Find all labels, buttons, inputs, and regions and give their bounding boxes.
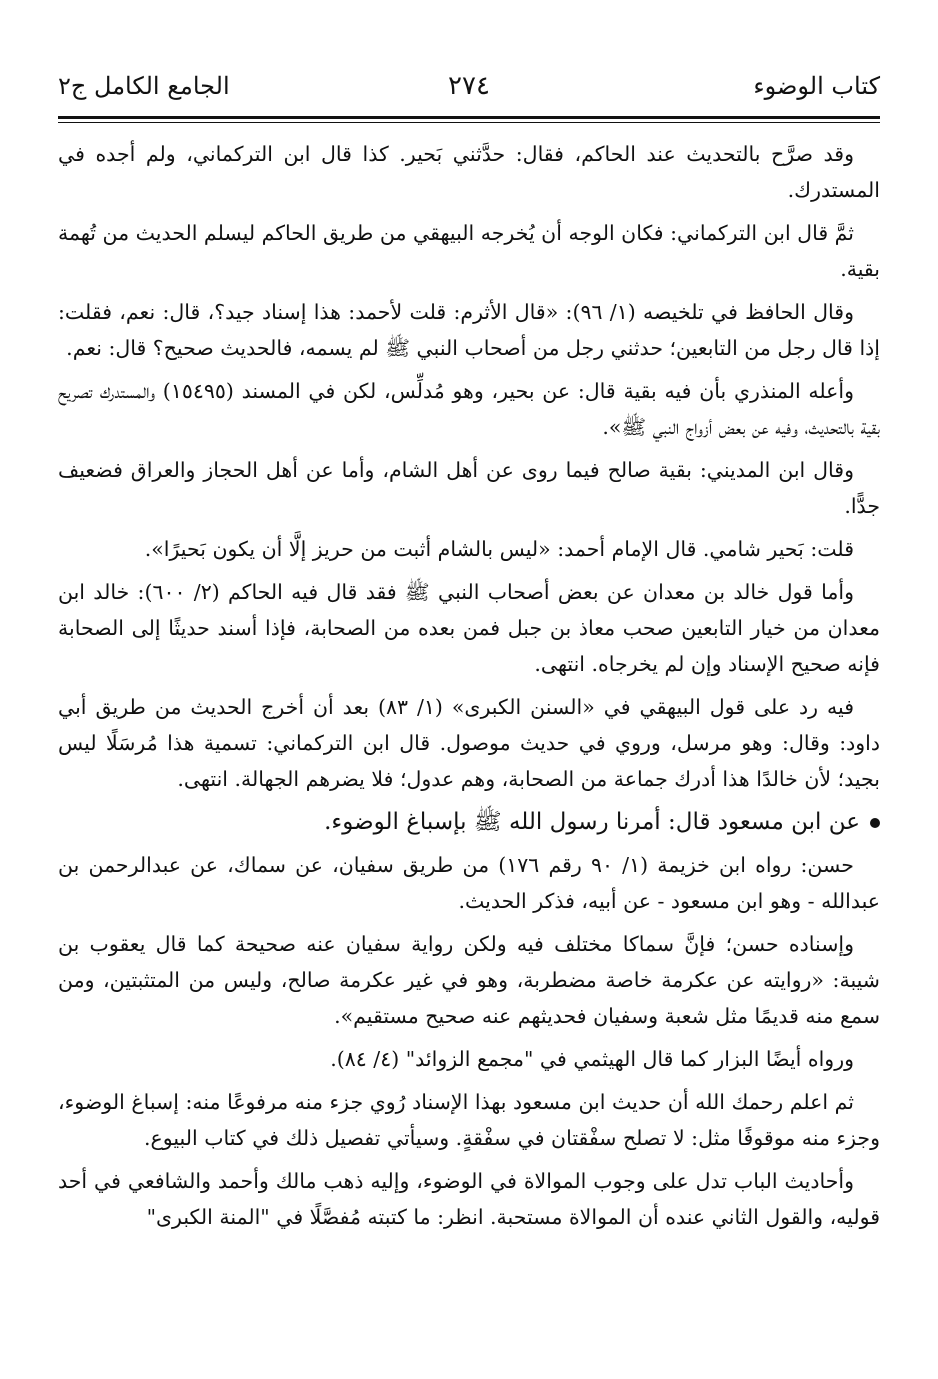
paragraph: ورواه أيضًا البزار كما قال الهيثمي في "مجمع الزوائد" (٤/ ٨٤). [330,1047,854,1071]
hadith-text: عن ابن مسعود قال: أمرنا رسول الله ﷺ بإسباغ الوضوء. [324,809,860,835]
paragraph: فيه رد على قول البيهقي في «السنن الكبرى» (١/ ٨٣) بعد أن أخرج الحديث من طريق أبي داود: وقال: وهو مرسل، وروي في حديث موصول. قال ابن التركماني: تسمية هذا مُرسَلًا ليس بجيد؛ لأن خالدًا هذا أدرك جماعة من الصحابة، وهم عدول؛ فلا يضرهم الجهالة. انتهى. [58,695,880,791]
page-number: ٢٧٤ [448,71,490,101]
paragraph: وأعله المنذري بأن فيه بقية قال: عن بحير، وهو مُدلِّس، لكن في المسند (١٥٤٩٥) والمستدرك تصريح بقية بالتحديث، وفيه عن بعض أزواج النبي ﷺ». [58,379,880,439]
hadith-bullet [58,804,880,840]
page-body [58,136,880,1242]
running-header [58,66,880,106]
header-rule-thick [58,116,880,119]
paragraph: وقال الحافظ في تلخيصه (١/ ٩٦): «قال الأثرم: قلت لأحمد: هذا إسناد جيد؟، قال: نعم، فقلت: إذا قال رجل من التابعين؛ حدثني رجل من أصحاب النبي ﷺ لم يسمه، فالحديث صحيح؟ قال: نعم. [58,300,880,360]
paragraph: وقال ابن المديني: بقية صالح فيما روى عن أهل الشام، وأما عن أهل الحجاز والعراق فضعيف جدًّا. [58,458,880,518]
paragraph: وإسناده حسن؛ فإنَّ سماكا مختلف فيه ولكن رواية سفيان عنه صحيحة كما قال يعقوب بن شيبة: «روايته عن عكرمة خاصة مضطربة، وهو في غير عكرمة صالح، وليس من المتثبتين، ومن سمع منه قديمًا مثل شعبة وسفيان فحديثهم عنه صحيح مستقيم». [58,932,880,1028]
chapter-title: كتاب الوضوء [753,72,880,100]
paragraph: ثم اعلم رحمك الله أن حديث ابن مسعود بهذا الإسناد رُوي جزء منه مرفوعًا منه: إسباغ الوضوء، وجزء منه موقوفًا مثل: لا تصلح سفْقتان في سفْقةٍ. وسيأتي تفصيل ذلك في كتاب البيوع. [58,1090,880,1150]
paragraph: وأحاديث الباب تدل على وجوب الموالاة في الوضوء، وإليه ذهب مالك وأحمد والشافعي في أحد قوليه، والقول الثاني عنده أن الموالاة مستحبة. انظر: ما كتبته مُفصَّلًا في "المنة الكبرى" [58,1169,880,1229]
book-title: الجامع الكامل ج٢ [58,72,230,100]
paragraph: قلت: بَحير شامي. قال الإمام أحمد: «ليس بالشام أثبت من حريز إلَّا أن يكون بَحيرًا». [144,537,854,561]
paragraph: وقد صرَّح بالتحديث عند الحاكم، فقال: حدَّثني بَحير. كذا قال ابن التركماني، ولم أجده في المستدرك. [58,142,880,202]
paragraph: ثمَّ قال ابن التركماني: فكان الوجه أن يُخرجه البيهقي من طريق الحاكم ليسلم الحديث من تُهمة بقية. [58,221,880,281]
paragraph: وأما قول خالد بن معدان عن بعض أصحاب النبي ﷺ فقد قال فيه الحاكم (٢/ ٦٠٠): خالد ابن معدان من خيار التابعين صحب معاذ بن جبل فمن بعده من الصحابة، فإذا أسند حديثًا إلى الصحابة فإنه صحيح الإسناد وإن لم يخرجاه. انتهى. [58,580,880,676]
header-rule-thin [58,122,880,123]
bullet-icon [870,818,880,828]
paragraph: حسن: رواه ابن خزيمة (١/ ٩٠ رقم ١٧٦) من طريق سفيان، عن سماك، عن عبدالرحمن بن عبدالله - وهو ابن مسعود - عن أبيه، فذكر الحديث. [58,853,880,913]
